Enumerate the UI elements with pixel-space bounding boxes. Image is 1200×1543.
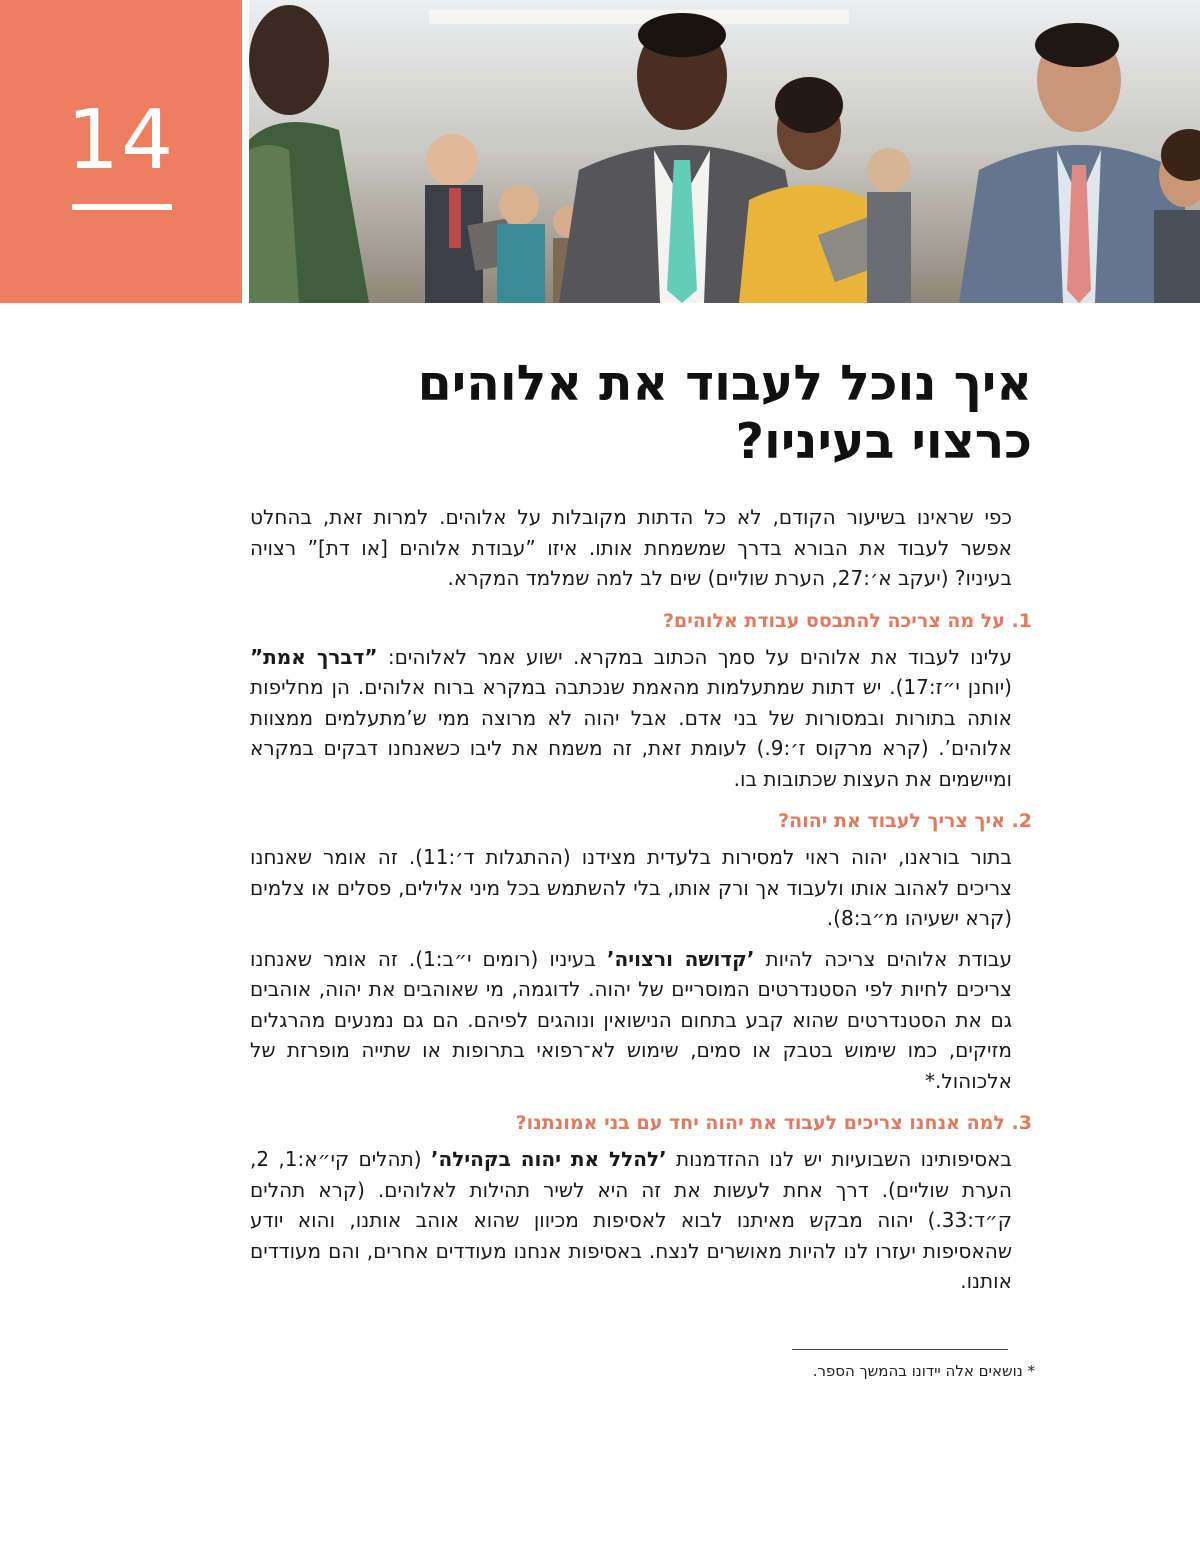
- section-2-paragraph-1: [250, 842, 1012, 934]
- section-heading-text-3: למה אנחנו צריכים לעבוד את יהוה יחד עם בני אמונתנו?: [515, 1112, 1005, 1134]
- section-heading-text-2: איך צריך לעבוד את יהוה?: [778, 810, 1005, 832]
- lesson-number-underline: [72, 204, 172, 210]
- paragraph-text: בתור בוראנו, יהוה ראוי למסירות בלעדית מצידנו (ההתגלות ד׳:11). זה אומר שאנחנו צריכים לאהוב אותו ולעבוד אך ורק אותו, בלי להשתמש בכל מיני אלילים, פסלים או צלמים (קרא ישעיהו מ״ב:8).: [250, 845, 1012, 930]
- paragraph-text: באסיפותינו השבועיות יש לנו ההזדמנות: [666, 1147, 1012, 1171]
- footnote: * נושאים אלה יידונו בהמשך הספר.: [812, 1362, 1035, 1380]
- lesson-content: [250, 502, 1032, 1307]
- lesson-number: 14: [66, 93, 176, 188]
- header-photo: [249, 0, 1200, 303]
- section-1-paragraph-1: [250, 642, 1012, 795]
- page-title-line-2: כרצוי בעיניו?: [735, 413, 1032, 470]
- section-3-paragraph-1: [250, 1144, 1012, 1297]
- paragraph-text: (תהלים קי״א:1, 2, הערת שוליים). דרך אחת לעשות את זה היא לשיר תהילות לאלוהים. (קרא תהלים ק״ד:33.) יהוה מבקש מאיתנו לבוא לאסיפות מכיוון שהוא אוהב אותנו, והוא יודע שהאסיפות יעזרו לנו להיות מאושרים לנצח. באסיפות אנחנו מעודדים אחרים, והם מעודדים אותנו.: [250, 1147, 1012, 1293]
- bold-quote: ’קדושה ורצויה’: [606, 946, 755, 971]
- section-heading-2: [250, 808, 1032, 834]
- section-number-1: 1.: [1011, 609, 1032, 632]
- section-heading-1: [250, 608, 1032, 634]
- section-2-paragraph-2: [250, 944, 1012, 1097]
- paragraph-text: עלינו לעבוד את אלוהים על סמך הכתוב במקרא. ישוע אמר לאלוהים:: [377, 644, 1013, 669]
- paragraph-text: בעיניו (רומים י״ב:1). זה אומר שאנחנו צריכים לחיות לפי הסטנדרטים המוסריים של יהוה. לדוגמה, מי שאוהבים את יהוה, אוהבים גם את הסטנדרטים שהוא קבע בתחום הנישואין ונוהגים לפיהם. הם גם נמנעים מהרגלים מזיקים, כמו שימוש בטבק או סמים, שימוש לא־רפואי בתרופות או שתייה מופרזת של אלכוהול.*: [250, 946, 1012, 1093]
- section-number-2: 2.: [1011, 810, 1032, 832]
- footnote-divider: [792, 1349, 1008, 1350]
- section-number-3: 3.: [1011, 1112, 1032, 1134]
- section-heading-3: [250, 1110, 1032, 1136]
- lesson-number-box: [0, 0, 242, 303]
- bold-quote: ’להלל את יהוה בקהילה’: [430, 1147, 667, 1171]
- paragraph-text: (יוחנן י״ז:17). יש דתות שמתעלמות מהאמת שנכתבה במקרא ברוח אלוהים. הן מחליפות אותה בתורות ובמסורות של בני אדם. אבל יהוה לא מרוצה ממי ש’מתעלמים ממצוות אלוהים’. (קרא מרקוס ז׳:9.) לעומת זאת, זה משמח את ליבו כשאנחנו דבקים במקרא ומיישמים את העצות שכתובות בו.: [250, 675, 1012, 791]
- page-title: [272, 355, 1032, 471]
- paragraph-text: עבודת אלוהים צריכה להיות: [754, 946, 1013, 971]
- bold-quote: ”דברך אמת”: [250, 644, 378, 669]
- page-title-line-1: איך נוכל לעבוד את אלוהים: [417, 355, 1032, 412]
- section-heading-text-1: על מה צריכה להתבסס עבודת אלוהים?: [663, 609, 1005, 632]
- intro-paragraph: כפי שראינו בשיעור הקודם, לא כל הדתות מקובלות על אלוהים. למרות זאת, בהחלט אפשר לעבוד את הבורא בדרך שמשמחת אותו. איזו ”עבודת אלוהים [או דת]” רצויה בעיניו? (יעקב א׳:27, הערת שוליים) שים לב למה שמלמד המקרא.: [250, 505, 1012, 590]
- people-singing-photo: [249, 0, 1200, 303]
- page-header: [0, 0, 1200, 303]
